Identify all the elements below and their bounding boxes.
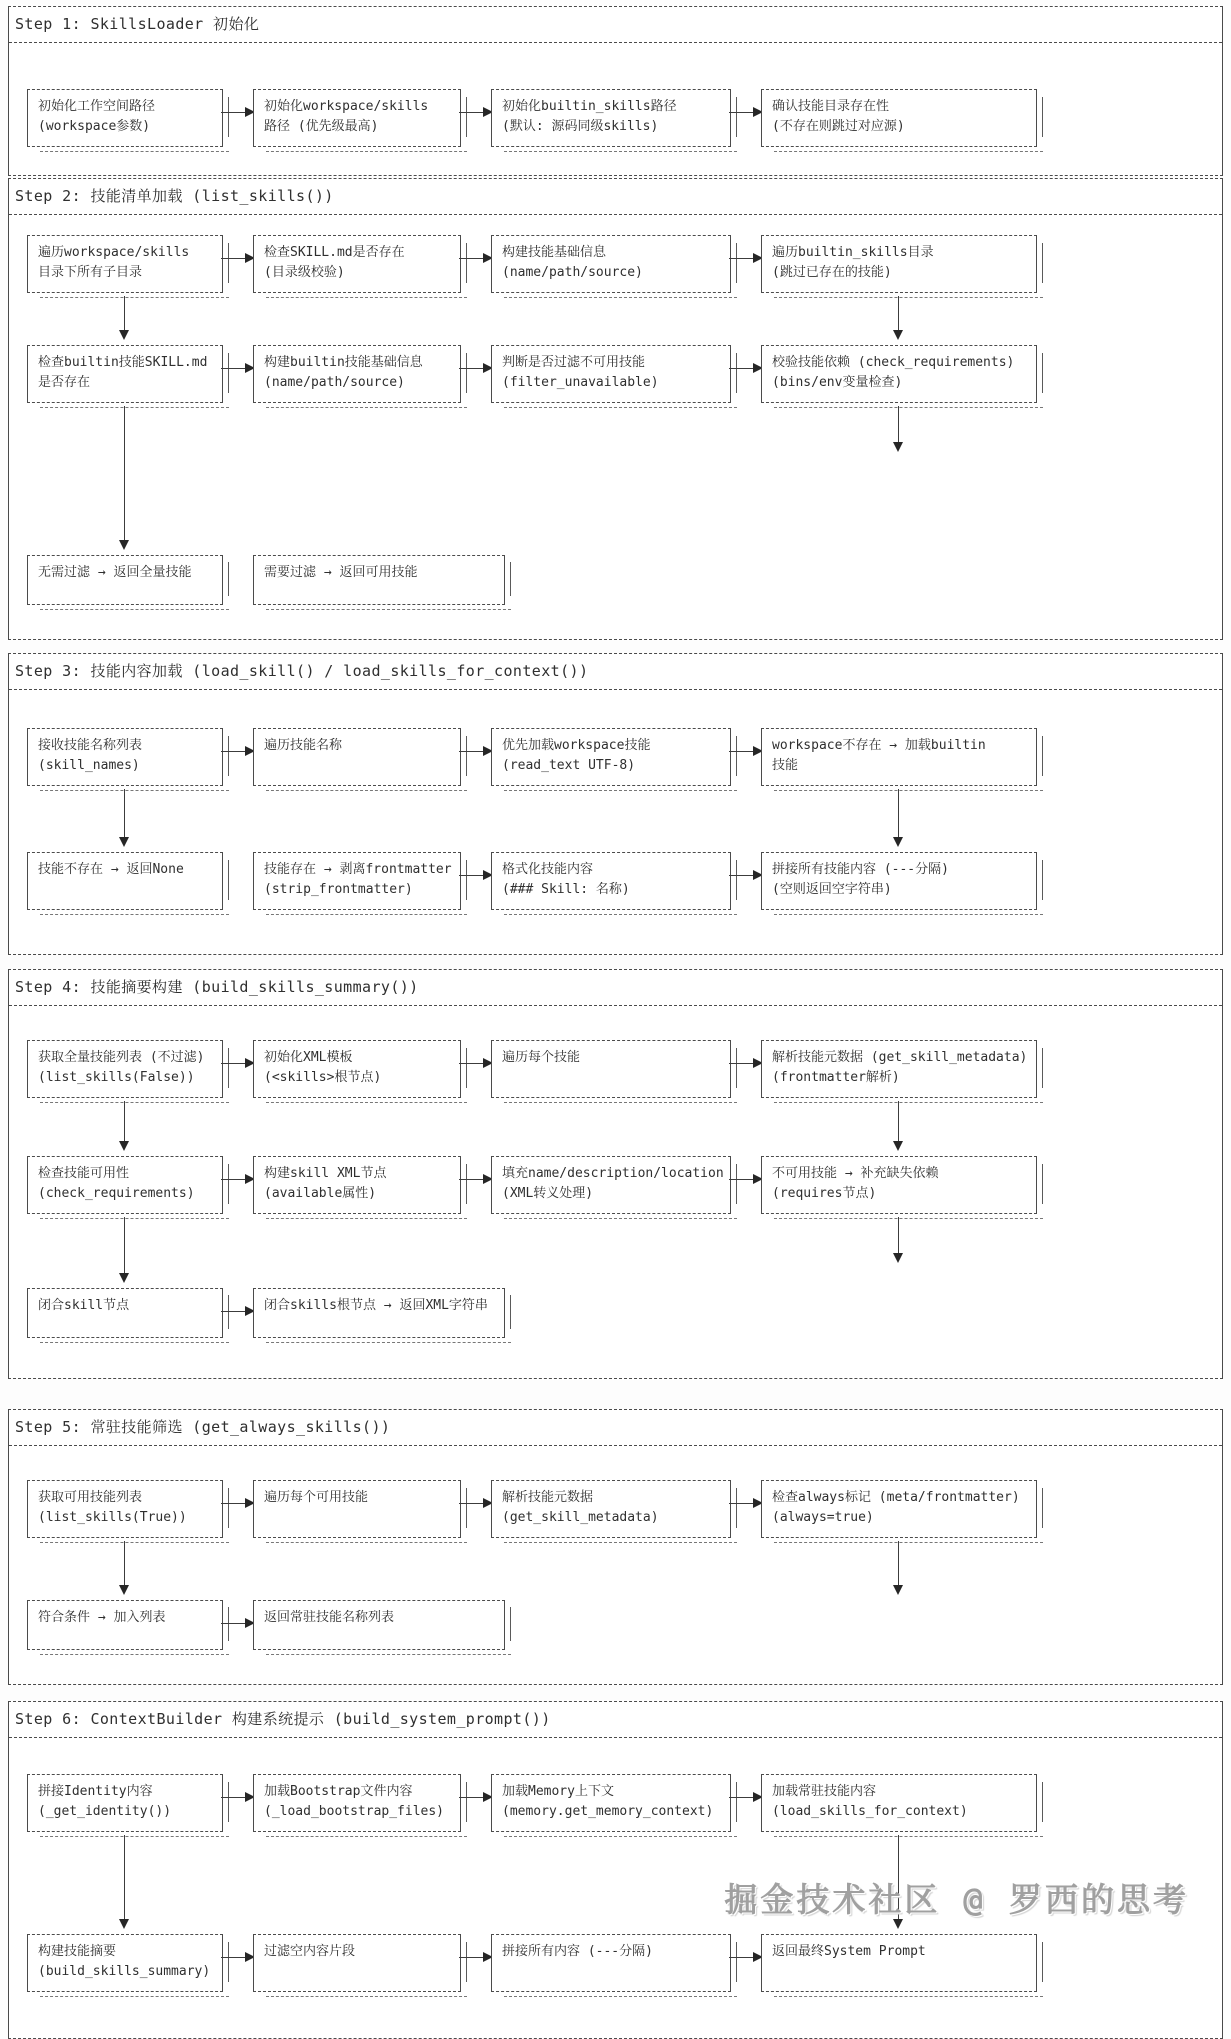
flow-row — [27, 1774, 1210, 1832]
flow-box — [761, 1480, 1037, 1538]
box-text: 技能 — [772, 758, 799, 773]
box-text: 检查SKILL.md是否存在 — [264, 245, 405, 260]
arrow-right-icon — [731, 235, 761, 293]
flow-box — [253, 555, 505, 605]
arrow-right-icon — [731, 89, 761, 147]
section-header — [9, 179, 1222, 215]
flow-box — [491, 1934, 731, 1992]
arrow-right-icon — [461, 89, 491, 147]
box-text: 初始化builtin_skills路径 — [502, 99, 677, 114]
flow-box — [253, 1040, 461, 1098]
arrow-line — [221, 368, 246, 369]
flow-box — [27, 1934, 223, 1992]
flow-box — [27, 728, 223, 786]
section-title: Step 2: 技能清单加载 (list_skills()) — [15, 187, 334, 205]
arrow-right-icon — [223, 1480, 253, 1538]
arrow-right-icon — [223, 728, 253, 786]
flow-box — [761, 1934, 1037, 1992]
box-text: (name/path/source) — [264, 375, 405, 390]
box-text: 检查技能可用性 — [38, 1166, 130, 1181]
section-title: Step 4: 技能摘要构建 (build_skills_summary()) — [15, 978, 419, 996]
box-text: (skill_names) — [38, 758, 140, 773]
arrow-right-icon — [461, 852, 491, 910]
arrow-right-icon — [731, 1934, 761, 1992]
flow-box — [761, 728, 1037, 786]
flow-row — [27, 1480, 1210, 1538]
arrow-line — [459, 258, 484, 259]
box-text: 构建skill XML节点 — [264, 1166, 387, 1181]
section-step-6 — [8, 1701, 1223, 2039]
box-text: (list_skills(True)) — [38, 1510, 187, 1525]
box-text: (### Skill: 名称) — [502, 882, 630, 897]
connector-blank — [223, 852, 253, 910]
flow-box — [27, 89, 223, 147]
flow-box — [491, 1774, 731, 1832]
arrow-right-icon — [461, 1040, 491, 1098]
flow-row — [27, 1600, 1210, 1650]
arrow-line — [459, 1063, 484, 1064]
arrow-line — [898, 1101, 899, 1142]
box-text: (always=true) — [772, 1510, 874, 1525]
arrow-head — [119, 540, 129, 550]
arrow-line — [729, 1063, 754, 1064]
arrow-down-icon — [119, 1217, 131, 1283]
section-header — [9, 1410, 1222, 1446]
arrow-line — [221, 1797, 246, 1798]
flow-box — [761, 345, 1037, 403]
section-header — [9, 7, 1222, 43]
arrow-line — [124, 1101, 125, 1142]
flow-box — [491, 852, 731, 910]
arrow-right-icon — [223, 1288, 253, 1338]
arrow-right-icon — [461, 1934, 491, 1992]
box-text: (filter_unavailable) — [502, 375, 659, 390]
box-text: 接收技能名称列表 — [38, 738, 143, 753]
arrow-right-icon — [731, 1480, 761, 1538]
arrow-line — [459, 751, 484, 752]
box-text: (目录级校验) — [264, 265, 345, 280]
arrow-line — [221, 112, 246, 113]
section-header — [9, 1702, 1222, 1738]
arrow-down-icon — [893, 406, 905, 452]
flow-box — [253, 1774, 461, 1832]
arrow-line — [898, 1217, 899, 1254]
arrow-line — [729, 751, 754, 752]
box-text: workspace不存在 → 加载builtin — [772, 738, 986, 753]
box-text: (get_skill_metadata) — [502, 1510, 659, 1525]
flow-box — [253, 89, 461, 147]
box-text: 遍历builtin_skills目录 — [772, 245, 934, 260]
arrow-right-icon — [223, 1774, 253, 1832]
flow-box — [27, 1480, 223, 1538]
arrow-line — [221, 1623, 246, 1624]
arrow-right-icon — [223, 1156, 253, 1214]
arrow-right-icon — [223, 1040, 253, 1098]
arrow-line — [729, 875, 754, 876]
box-text: (_load_bootstrap_files) — [264, 1804, 445, 1819]
box-text: (不存在则跳过对应源) — [772, 119, 905, 134]
arrow-line — [459, 1179, 484, 1180]
flow-box — [491, 89, 731, 147]
box-text: 获取可用技能列表 — [38, 1490, 143, 1505]
arrow-line — [221, 1063, 246, 1064]
arrow-down-icon — [119, 1101, 131, 1151]
arrow-head — [119, 837, 129, 847]
box-text: 构建builtin技能基础信息 — [264, 355, 423, 370]
flow-box — [27, 1600, 223, 1650]
box-text: 拼接Identity内容 — [38, 1784, 153, 1799]
arrow-line — [221, 258, 246, 259]
arrow-line — [124, 296, 125, 331]
box-text: 判断是否过滤不可用技能 — [502, 355, 646, 370]
arrow-right-icon — [223, 1934, 253, 1992]
box-text: 确认技能目录存在性 — [772, 99, 890, 114]
flow-gap — [27, 293, 1210, 345]
box-text: (frontmatter解析) — [772, 1070, 900, 1085]
box-text: 遍历技能名称 — [264, 738, 343, 753]
arrow-right-icon — [461, 1774, 491, 1832]
section-title: Step 5: 常驻技能筛选 (get_always_skills()) — [15, 1418, 391, 1436]
arrow-right-icon — [223, 1600, 253, 1650]
flow-box — [27, 345, 223, 403]
box-text: 不可用技能 → 补充缺失依赖 — [772, 1166, 939, 1181]
arrow-right-icon — [731, 345, 761, 403]
box-text: 返回常驻技能名称列表 — [264, 1610, 395, 1625]
arrow-line — [221, 1503, 246, 1504]
arrow-head — [893, 1141, 903, 1151]
box-text: (默认: 源码同级skills) — [502, 119, 659, 134]
box-text: 返回最终System Prompt — [772, 1944, 926, 1959]
box-text: (read_text UTF-8) — [502, 758, 636, 773]
arrow-right-icon — [461, 1156, 491, 1214]
arrow-line — [729, 258, 754, 259]
section-title: Step 1: SkillsLoader 初始化 — [15, 15, 260, 33]
box-text: 符合条件 → 加入列表 — [38, 1610, 166, 1625]
arrow-line — [221, 751, 246, 752]
box-text: 无需过滤 → 返回全量技能 — [38, 565, 192, 580]
flow-box — [761, 235, 1037, 293]
arrow-right-icon — [731, 1040, 761, 1098]
arrow-head — [119, 1919, 129, 1929]
box-text: (name/path/source) — [502, 265, 643, 280]
flow-gap — [27, 1098, 1210, 1156]
arrow-line — [898, 406, 899, 443]
box-text: 遍历每个技能 — [502, 1050, 581, 1065]
arrow-head — [119, 330, 129, 340]
section-step-4 — [8, 969, 1223, 1379]
arrow-line — [459, 112, 484, 113]
box-text: 技能存在 → 剥离frontmatter — [264, 862, 452, 877]
box-text: 校验技能依赖 (check_requirements) — [772, 355, 1015, 370]
flow-box — [491, 1040, 731, 1098]
box-text: 遍历workspace/skills — [38, 245, 190, 260]
box-text: (strip_frontmatter) — [264, 882, 413, 897]
box-text: 初始化XML模板 — [264, 1050, 353, 1065]
box-text: 过滤空内容片段 — [264, 1944, 356, 1959]
arrow-right-icon — [223, 235, 253, 293]
box-text: (load_skills_for_context) — [772, 1804, 968, 1819]
box-text: 构建技能基础信息 — [502, 245, 607, 260]
arrow-line — [729, 368, 754, 369]
arrow-line — [898, 789, 899, 838]
box-text: 初始化工作空间路径 — [38, 99, 156, 114]
arrow-line — [729, 112, 754, 113]
box-text: 拼接所有技能内容 (---分隔) — [772, 862, 949, 877]
arrow-down-icon — [119, 406, 131, 550]
arrow-line — [459, 1797, 484, 1798]
section-title: Step 3: 技能内容加载 (load_skill() / load_skills_for_context()) — [15, 662, 589, 680]
arrow-down-icon — [893, 1217, 905, 1263]
arrow-head — [119, 1141, 129, 1151]
flow-gap — [27, 786, 1210, 852]
flow-box — [761, 1774, 1037, 1832]
flow-box — [253, 1288, 505, 1338]
flow-row — [27, 89, 1210, 147]
box-text: (memory.get_memory_context) — [502, 1804, 714, 1819]
arrow-head — [893, 330, 903, 340]
box-text: 闭合skill节点 — [38, 1298, 130, 1313]
arrow-right-icon — [223, 89, 253, 147]
arrow-head — [893, 1253, 903, 1263]
arrow-right-icon — [731, 1774, 761, 1832]
flow-box — [253, 1600, 505, 1650]
arrow-right-icon — [461, 235, 491, 293]
flow-box — [253, 235, 461, 293]
flow-row — [27, 1934, 1210, 1992]
arrow-head — [893, 442, 903, 452]
box-text: 构建技能摘要 — [38, 1944, 117, 1959]
flow-box — [761, 852, 1037, 910]
box-text: 检查always标记 (meta/frontmatter) — [772, 1490, 1020, 1505]
arrow-right-icon — [223, 345, 253, 403]
box-text: 加载Memory上下文 — [502, 1784, 614, 1799]
box-text: 优先加载workspace技能 — [502, 738, 651, 753]
flow-row — [27, 852, 1210, 910]
arrow-down-icon — [119, 1541, 131, 1595]
section-body — [9, 1006, 1222, 1378]
box-text: (_get_identity()) — [38, 1804, 172, 1819]
arrow-line — [898, 296, 899, 331]
flow-row — [27, 235, 1210, 293]
box-text: 加载Bootstrap文件内容 — [264, 1784, 413, 1799]
connector-blank — [223, 555, 253, 605]
flow-gap — [27, 403, 1210, 555]
arrow-right-icon — [731, 728, 761, 786]
box-text: (workspace参数) — [38, 119, 151, 134]
box-text: (XML转义处理) — [502, 1186, 594, 1201]
arrow-head — [893, 1585, 903, 1595]
arrow-line — [221, 1957, 246, 1958]
flow-gap — [27, 1538, 1210, 1600]
flow-box — [253, 1934, 461, 1992]
arrow-right-icon — [731, 1156, 761, 1214]
section-header — [9, 970, 1222, 1006]
flow-box — [761, 1040, 1037, 1098]
section-step-3 — [8, 653, 1223, 955]
flow-row — [27, 1288, 1210, 1338]
box-text: 获取全量技能列表 (不过滤) — [38, 1050, 205, 1065]
box-text: (requires节点) — [772, 1186, 877, 1201]
flow-box — [491, 1156, 731, 1214]
arrow-line — [124, 789, 125, 838]
flow-box — [27, 1040, 223, 1098]
flow-box — [761, 89, 1037, 147]
box-text: (available属性) — [264, 1186, 377, 1201]
box-text: 格式化技能内容 — [502, 862, 594, 877]
section-body — [9, 43, 1222, 175]
box-text: (跳过已存在的技能) — [772, 265, 892, 280]
arrow-right-icon — [461, 728, 491, 786]
arrow-line — [729, 1503, 754, 1504]
arrow-head — [119, 1585, 129, 1595]
flow-gap — [27, 1214, 1210, 1288]
arrow-line — [459, 875, 484, 876]
arrow-line — [459, 1503, 484, 1504]
arrow-line — [124, 1541, 125, 1586]
arrow-down-icon — [893, 1541, 905, 1595]
arrow-line — [221, 1311, 246, 1312]
box-text: 填充name/description/location — [502, 1166, 724, 1181]
watermark: 掘金技术社区 @ 罗西的思考 — [724, 1880, 1189, 1919]
flow-box — [27, 235, 223, 293]
arrow-line — [729, 1797, 754, 1798]
box-text: 遍历每个可用技能 — [264, 1490, 369, 1505]
flow-box — [491, 1480, 731, 1538]
box-text: 目录下所有子目录 — [38, 265, 143, 280]
arrow-down-icon — [893, 789, 905, 847]
flow-box — [27, 1288, 223, 1338]
flow-box — [253, 1156, 461, 1214]
box-text: 是否存在 — [38, 375, 91, 390]
arrow-line — [124, 406, 125, 541]
flow-box — [253, 852, 461, 910]
arrow-line — [729, 1179, 754, 1180]
flow-box — [491, 345, 731, 403]
box-text: 加载常驻技能内容 — [772, 1784, 877, 1799]
section-step-2 — [8, 178, 1223, 640]
flow-row — [27, 728, 1210, 786]
arrow-right-icon — [461, 1480, 491, 1538]
arrow-down-icon — [119, 296, 131, 340]
arrow-right-icon — [731, 852, 761, 910]
arrow-line — [124, 1835, 125, 1920]
section-body — [9, 215, 1222, 639]
flow-row — [27, 1040, 1210, 1098]
arrow-head — [119, 1273, 129, 1283]
box-text: 初始化workspace/skills — [264, 99, 429, 114]
section-step-5 — [8, 1409, 1223, 1685]
arrow-down-icon — [119, 1835, 131, 1929]
box-text: 拼接所有内容 (---分隔) — [502, 1944, 653, 1959]
flow-box — [491, 728, 731, 786]
section-body — [9, 1446, 1222, 1684]
arrow-line — [729, 1957, 754, 1958]
arrow-right-icon — [461, 345, 491, 403]
arrow-down-icon — [893, 1101, 905, 1151]
flow-box — [253, 728, 461, 786]
box-text: (<skills>根节点) — [264, 1070, 382, 1085]
flow-row — [27, 555, 1210, 605]
flow-box — [253, 1480, 461, 1538]
box-text: 解析技能元数据 — [502, 1490, 594, 1505]
flow-row — [27, 345, 1210, 403]
box-text: 路径 (优先级最高) — [264, 119, 379, 134]
box-text: (bins/env变量检查) — [772, 375, 903, 390]
arrow-down-icon — [893, 296, 905, 340]
arrow-line — [221, 1179, 246, 1180]
box-text: 闭合skills根节点 → 返回XML字符串 — [264, 1298, 488, 1313]
flow-box — [491, 235, 731, 293]
section-body — [9, 690, 1222, 954]
section-title: Step 6: ContextBuilder 构建系统提示 (build_system_prompt()) — [15, 1710, 551, 1728]
flow-box — [253, 345, 461, 403]
flow-row — [27, 1156, 1210, 1214]
section-step-1 — [8, 6, 1223, 176]
box-text: (空则返回空字符串) — [772, 882, 892, 897]
box-text: 检查builtin技能SKILL.md — [38, 355, 208, 370]
arrow-down-icon — [119, 789, 131, 847]
arrow-head — [893, 837, 903, 847]
arrow-line — [459, 368, 484, 369]
box-text: (list_skills(False)) — [38, 1070, 195, 1085]
section-header — [9, 654, 1222, 690]
arrow-line — [898, 1541, 899, 1586]
flow-box — [27, 1774, 223, 1832]
box-text: 技能不存在 → 返回None — [38, 862, 184, 877]
flow-box — [27, 852, 223, 910]
box-text: 需要过滤 → 返回可用技能 — [264, 565, 418, 580]
box-text: (build_skills_summary) — [38, 1964, 211, 1979]
box-text: (check_requirements) — [38, 1186, 195, 1201]
arrow-line — [124, 1217, 125, 1274]
box-text: 解析技能元数据 (get_skill_metadata) — [772, 1050, 1028, 1065]
flow-box — [761, 1156, 1037, 1214]
arrow-line — [459, 1957, 484, 1958]
flow-box — [27, 1156, 223, 1214]
flow-box — [27, 555, 223, 605]
